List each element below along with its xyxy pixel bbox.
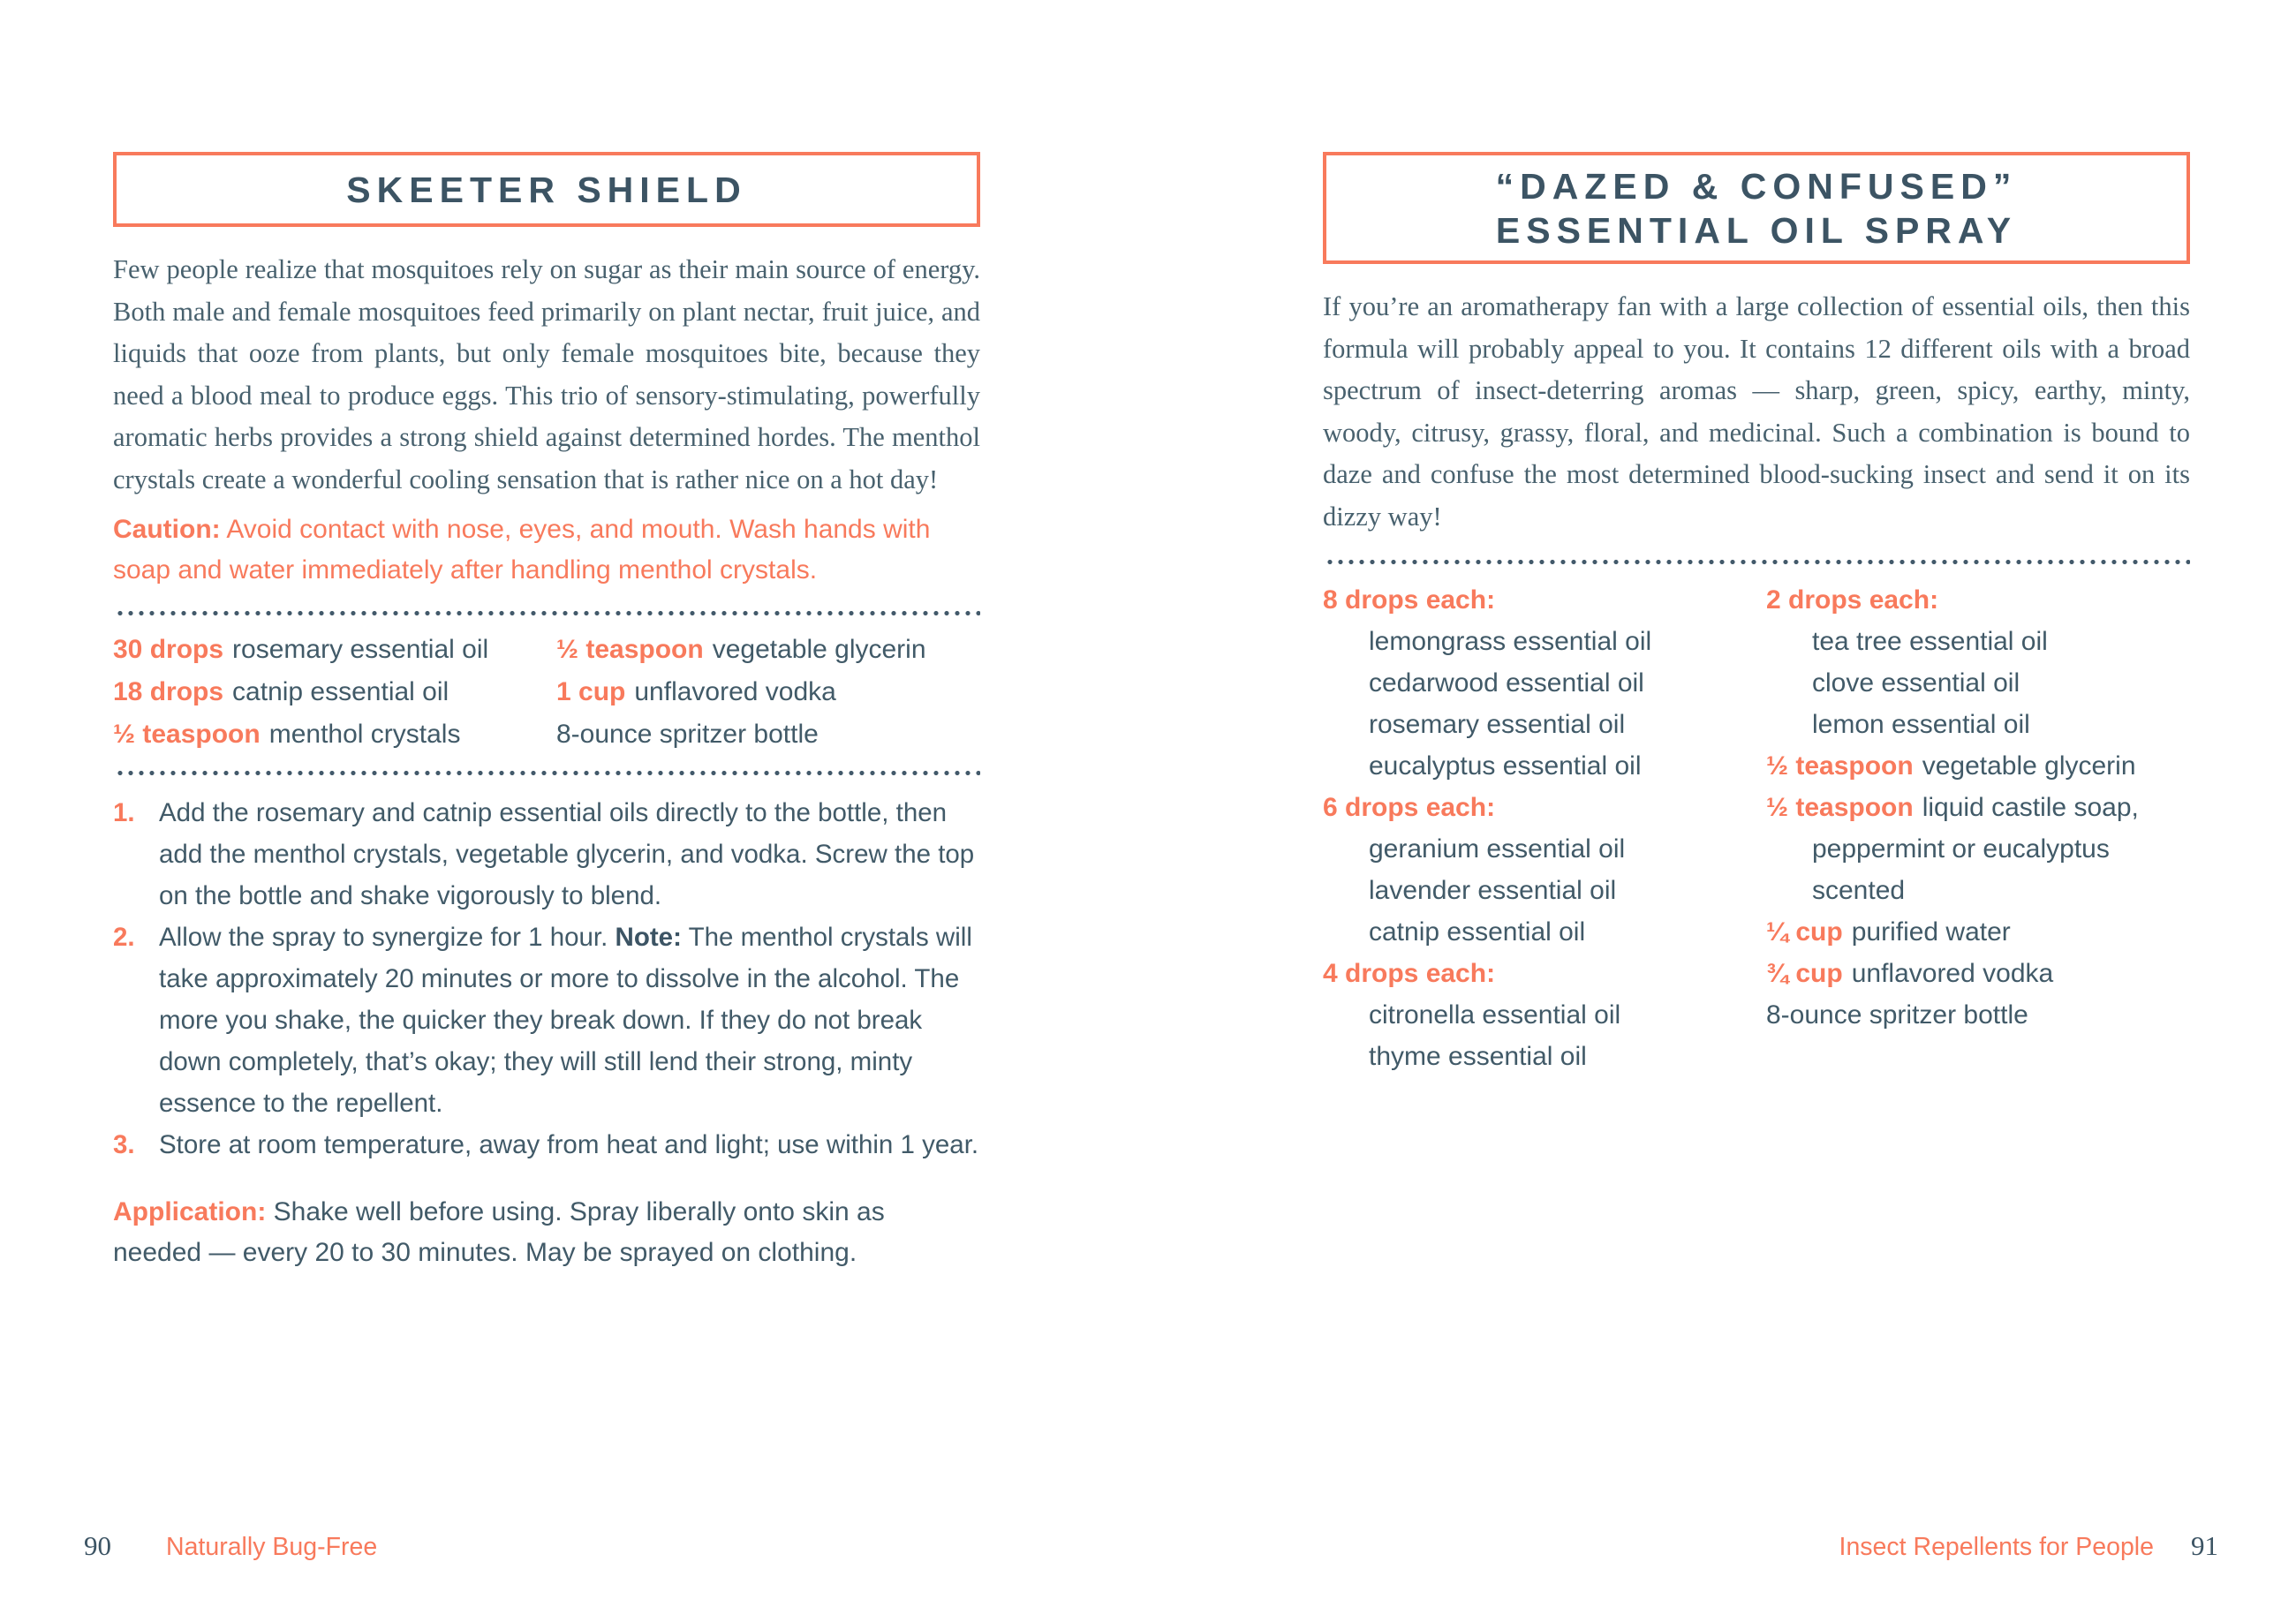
ingredient-name: lemon essential oil bbox=[1812, 710, 2030, 739]
ingredient-name: unflavored vodka bbox=[1851, 959, 2054, 988]
caution-note bbox=[113, 509, 980, 591]
ingredient-name: lemongrass essential oil bbox=[1369, 627, 1652, 656]
ingredient-line bbox=[113, 671, 556, 713]
ingredient-name: geranium essential oil bbox=[1369, 834, 1626, 864]
ingredient-line bbox=[113, 713, 556, 756]
step-text-segment: Add the rosemary and catnip essential oils directly to the bottle, then add the menthol crystals, vegetable glycerin, and vodka. Screw the top on the bottle and shake vigorously to blend. bbox=[159, 798, 975, 910]
steps-list bbox=[113, 792, 980, 1166]
page-number: 91 bbox=[2191, 1530, 2218, 1561]
ingredient-group-header bbox=[1766, 579, 2190, 621]
ingredient-name: rosemary essential oil bbox=[1369, 710, 1626, 739]
ingredient-quantity: 6 drops each: bbox=[1323, 793, 1496, 822]
step-text bbox=[159, 1124, 978, 1166]
ingredient-line bbox=[1323, 704, 1766, 745]
ingredient-line bbox=[1323, 621, 1766, 662]
ingredient-quantity: ¾ cup bbox=[1766, 959, 1843, 988]
ingredient-name: cedarwood essential oil bbox=[1369, 668, 1644, 698]
recipe-title-box bbox=[113, 152, 980, 227]
right-page bbox=[1323, 152, 2190, 1077]
ingredient-line bbox=[556, 671, 980, 713]
ingredient-name: clove essential oil bbox=[1812, 668, 2020, 698]
ingredient-line bbox=[556, 713, 980, 756]
ingredient-name: peppermint or eucalyptus bbox=[1812, 834, 2110, 864]
ingredient-name: liquid castile soap, bbox=[1922, 793, 2139, 822]
intro-paragraph: If you’re an aromatherapy fan with a large collection of essential oils, then this formula will probably appeal to you. It contains 12 different oils with a broad spectrum of insect-deterring aromas — sharp, green, spicy, earthy, minty, woody, citrusy, grassy, floral, and medicinal. Such a combination is bound to daze and confuse the most determined blood-sucking insect and send it on its dizzy way! bbox=[1323, 291, 2190, 532]
ingredient-name: unflavored vodka bbox=[634, 677, 836, 706]
ingredient-line bbox=[1766, 662, 2190, 704]
ingredient-group-header bbox=[1323, 953, 1766, 994]
ingredient-name: scented bbox=[1812, 876, 1906, 905]
ingredient-line bbox=[1323, 870, 1766, 911]
ingredients-column-1 bbox=[1323, 579, 1766, 1077]
ingredient-group-header bbox=[1323, 579, 1766, 621]
recipe-title-line1: “DAZED & CONFUSED” bbox=[1495, 165, 2018, 207]
ingredient-name: tea tree essential oil bbox=[1812, 627, 2048, 656]
recipe-title-line2: ESSENTIAL OIL SPRAY bbox=[1495, 209, 2018, 251]
ingredients-column-1 bbox=[113, 629, 556, 756]
page-number: 90 bbox=[84, 1530, 111, 1561]
step-text bbox=[159, 917, 980, 1124]
step-bold-segment: Note: bbox=[615, 923, 682, 952]
ingredient-name: rosemary essential oil bbox=[232, 635, 489, 664]
ingredient-line bbox=[1766, 994, 2190, 1036]
ingredient-quantity: ½ teaspoon bbox=[1766, 751, 1914, 781]
ingredient-name: 8-ounce spritzer bottle bbox=[556, 720, 819, 749]
ingredient-quantity: 8 drops each: bbox=[1323, 585, 1496, 615]
step-item bbox=[113, 792, 980, 917]
ingredient-line bbox=[1323, 745, 1766, 787]
step-text bbox=[159, 792, 980, 917]
ingredient-line bbox=[1766, 787, 2190, 828]
ingredient-line bbox=[113, 629, 556, 671]
step-number: 2. bbox=[113, 923, 135, 952]
application-text: Shake well before using. Spray liberally onto skin as needed — every 20 to 30 minutes. May be sprayed on clothing. bbox=[113, 1197, 885, 1267]
ingredients-list bbox=[113, 629, 980, 756]
recipe-title: SKEETER SHIELD bbox=[346, 169, 747, 210]
ingredient-line bbox=[1766, 828, 2190, 870]
ingredient-name: vegetable glycerin bbox=[1922, 751, 2136, 781]
ingredient-name: catnip essential oil bbox=[232, 677, 449, 706]
ingredient-line bbox=[1766, 953, 2190, 994]
footer-book-title: Naturally Bug-Free bbox=[166, 1533, 378, 1561]
step-text-segment: Allow the spray to synergize for 1 hour. bbox=[159, 923, 616, 952]
dotted-divider bbox=[1323, 559, 2190, 565]
ingredient-quantity: ¼ cup bbox=[1766, 917, 1843, 947]
ingredient-group-header bbox=[1323, 787, 1766, 828]
caution-text: Avoid contact with nose, eyes, and mouth. Wash hands with soap and water immediately after handling menthol crystals. bbox=[113, 515, 931, 585]
ingredient-name: catnip essential oil bbox=[1369, 917, 1586, 947]
left-page bbox=[113, 152, 980, 1273]
ingredients-list bbox=[1323, 579, 2190, 1077]
ingredient-line bbox=[1766, 704, 2190, 745]
ingredient-line bbox=[1323, 911, 1766, 953]
intro-paragraph: Few people realize that mosquitoes rely on sugar as their main source of energy. Both male and female mosquitoes feed primarily on plant nectar, fruit juice, and liquids that ooze from plants, but only female mosquitoes bite, because they need a blood meal to produce eggs. This trio of sensory-stimulating, powerfully aromatic herbs provides a strong shield against determined hordes. The menthol crystals create a wonderful cooling sensation that is rather nice on a hot day! bbox=[113, 254, 980, 494]
footer-chapter-title: Insect Repellents for People bbox=[1839, 1533, 2154, 1561]
application-note bbox=[113, 1192, 980, 1273]
step-item bbox=[113, 1124, 980, 1166]
step-number: 3. bbox=[113, 1130, 135, 1159]
ingredient-line bbox=[1323, 662, 1766, 704]
ingredient-quantity: 30 drops bbox=[113, 635, 224, 664]
footer-right bbox=[1839, 1530, 2218, 1562]
step-number: 1. bbox=[113, 798, 135, 827]
ingredient-name: menthol crystals bbox=[268, 720, 461, 749]
ingredient-line bbox=[1766, 870, 2190, 911]
ingredients-column-2 bbox=[556, 629, 980, 756]
ingredient-quantity: 2 drops each: bbox=[1766, 585, 1939, 615]
ingredient-name: eucalyptus essential oil bbox=[1369, 751, 1642, 781]
ingredients-column-2 bbox=[1766, 579, 2190, 1077]
ingredient-line bbox=[556, 629, 980, 671]
dotted-divider bbox=[113, 610, 980, 616]
ingredient-quantity: ½ teaspoon bbox=[556, 635, 704, 664]
ingredient-line bbox=[1323, 994, 1766, 1036]
application-label: Application: bbox=[113, 1197, 267, 1226]
ingredient-quantity: 4 drops each: bbox=[1323, 959, 1496, 988]
ingredient-quantity: ½ teaspoon bbox=[1766, 793, 1914, 822]
ingredient-line bbox=[1766, 911, 2190, 953]
ingredient-quantity: 1 cup bbox=[556, 677, 626, 706]
step-item bbox=[113, 917, 980, 1124]
caution-label: Caution: bbox=[113, 515, 221, 544]
step-text-segment: The menthol crystals will take approximately 20 minutes or more to dissolve in the alcohol. The more you shake, the quicker they break down. If they do not break down completely, that’s okay; they will still lend their strong, minty essence to the repellent. bbox=[159, 923, 972, 1118]
ingredient-name: vegetable glycerin bbox=[712, 635, 926, 664]
ingredient-quantity: 18 drops bbox=[113, 677, 224, 706]
ingredient-name: lavender essential oil bbox=[1369, 876, 1617, 905]
step-text-segment: Store at room temperature, away from heat and light; use within 1 year. bbox=[159, 1130, 979, 1159]
ingredient-name: 8-ounce spritzer bottle bbox=[1766, 1000, 2028, 1030]
dotted-divider bbox=[113, 770, 980, 776]
ingredient-quantity: ½ teaspoon bbox=[113, 720, 261, 749]
ingredient-name: purified water bbox=[1851, 917, 2011, 947]
ingredient-line bbox=[1323, 1036, 1766, 1077]
recipe-title-box bbox=[1323, 152, 2190, 264]
ingredient-line bbox=[1323, 828, 1766, 870]
footer-left bbox=[84, 1530, 377, 1562]
ingredient-line bbox=[1766, 745, 2190, 787]
ingredient-line bbox=[1766, 621, 2190, 662]
ingredient-name: thyme essential oil bbox=[1369, 1042, 1587, 1071]
ingredient-name: citronella essential oil bbox=[1369, 1000, 1621, 1030]
